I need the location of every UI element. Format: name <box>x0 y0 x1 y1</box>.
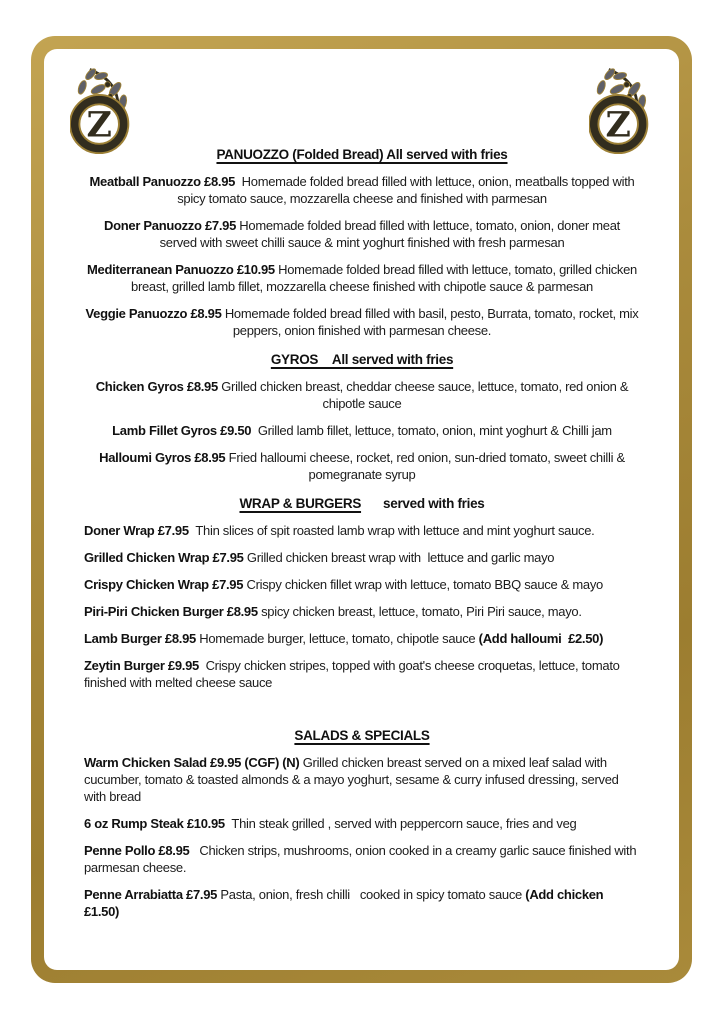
menu-item <box>84 217 640 251</box>
menu-item <box>84 305 640 339</box>
section-heading-underlined: PANUOZZO (Folded Bread) All served with fries <box>216 147 508 162</box>
logo-letter: Z <box>86 104 112 146</box>
menu-item <box>84 173 640 207</box>
menu-item-desc: Homemade folded bread filled with lettuce, tomato, grilled chicken breast, grilled lamb fillet, mozzarella cheese finished with chipotle sauce & parmesan <box>131 262 637 294</box>
section-heading-underlined: WRAP & BURGERS <box>239 496 362 511</box>
menu-item-desc: Crispy chicken stripes, topped with goat's cheese croquetas, lettuce, tomato finished with melted cheese sauce <box>84 658 620 690</box>
menu-item <box>84 815 640 832</box>
menu-item <box>84 422 640 439</box>
menu-item-desc: Grilled chicken breast wrap with lettuce and garlic mayo <box>243 550 555 565</box>
menu-item-desc: Homemade folded bread filled with lettuce, tomato, onion, doner meat served with sweet chilli sauce & mint yoghurt finished with fresh parmesan <box>159 218 620 250</box>
menu-section-salads-specials <box>84 727 640 920</box>
menu-section-panuozzo <box>84 146 640 339</box>
menu-item-desc: Homemade folded bread filled with lettuce, onion, meatballs topped with spicy tomato sauce, mozzarella cheese and finished with parmesan <box>177 174 635 206</box>
menu-sections <box>84 146 640 930</box>
menu-item-name: Lamb Fillet Gyros £9.50 <box>112 423 252 438</box>
menu-item-desc: Grilled lamb fillet, lettuce, tomato, onion, mint yoghurt & Chilli jam <box>251 423 612 438</box>
menu-item-desc: Grilled chicken breast served on a mixed leaf salad with cucumber, tomato & toasted almonds & a mayo yoghurt, sesame & curry infused dressing, served with bread <box>84 755 619 804</box>
menu-item-name: Veggie Panuozzo £8.95 <box>85 306 222 321</box>
menu-item-name: Lamb Burger £8.95 <box>84 631 196 646</box>
section-heading <box>84 727 640 744</box>
menu-item-desc: Fried halloumi cheese, rocket, red onion, sun-dried tomato, sweet chilli & pomegranate syrup <box>225 450 625 482</box>
menu-item-desc: Thin slices of spit roasted lamb wrap with lettuce and mint yoghurt sauce. <box>188 523 595 538</box>
menu-item <box>84 576 640 593</box>
menu-item-name: Doner Panuozzo £7.95 <box>104 218 236 233</box>
menu-item-name: Zeytin Burger £9.95 <box>84 658 199 673</box>
menu-item-name: Halloumi Gyros £8.95 <box>99 450 226 465</box>
menu-item-name: Crispy Chicken Wrap £7.95 <box>84 577 244 592</box>
section-heading-suffix: served with fries <box>383 496 485 511</box>
menu-item <box>84 549 640 566</box>
menu-item-desc: Thin steak grilled , served with peppercorn sauce, fries and veg <box>224 816 577 831</box>
menu-item-name: Penne Arrabiatta £7.95 <box>84 887 218 902</box>
menu-item-desc: spicy chicken breast, lettuce, tomato, Piri Piri sauce, mayo. <box>257 604 582 619</box>
menu-item <box>84 630 640 647</box>
menu-item-desc: Crispy chicken fillet wrap with lettuce, tomato BBQ sauce & mayo <box>243 577 603 592</box>
menu-item-name: Doner Wrap £7.95 <box>84 523 189 538</box>
menu-item <box>84 261 640 295</box>
section-heading-underlined: SALADS & SPECIALS <box>294 728 430 743</box>
menu-section-gyros <box>84 351 640 483</box>
menu-item-desc: Chicken strips, mushrooms, onion cooked in a creamy garlic sauce finished with parmesan cheese. <box>84 843 637 875</box>
menu-item <box>84 754 640 805</box>
menu-item <box>84 657 640 691</box>
menu-item-desc: Homemade folded bread filled with basil, pesto, Burrata, tomato, rocket, mix peppers, onion finished with parmesan cheese. <box>221 306 639 338</box>
menu-item-name: Chicken Gyros £8.95 <box>95 379 218 394</box>
menu-item <box>84 522 640 539</box>
menu-item-name: Meatball Panuozzo £8.95 <box>89 174 236 189</box>
menu-item-name: Piri-Piri Chicken Burger £8.95 <box>84 604 258 619</box>
brand-logo-left <box>70 64 134 154</box>
menu-item-name: 6 oz Rump Steak £10.95 <box>84 816 225 831</box>
menu-item-name: Penne Pollo £8.95 <box>84 843 190 858</box>
menu-item-desc: Grilled chicken breast, cheddar cheese sauce, lettuce, tomato, red onion & chipotle sauce <box>217 379 629 411</box>
menu-section-wraps-burgers <box>84 495 640 691</box>
menu-item <box>84 886 640 920</box>
menu-item-addon: (Add chicken £1.50) <box>84 887 604 919</box>
section-heading-underlined: GYROS All served with fries <box>270 352 454 367</box>
brand-logo-right <box>589 64 653 154</box>
menu-item-addon: (Add halloumi £2.50) <box>475 631 604 646</box>
section-heading <box>84 351 640 368</box>
menu-item <box>84 378 640 412</box>
menu-item-desc: Pasta, onion, fresh chilli cooked in spicy tomato sauce <box>217 887 522 902</box>
menu-item <box>84 603 640 620</box>
menu-item <box>84 842 640 876</box>
logo-letter: Z <box>605 104 631 146</box>
menu-item-name: Warm Chicken Salad £9.95 (CGF) (N) <box>84 755 300 770</box>
menu-item-name: Mediterranean Panuozzo £10.95 <box>87 262 275 277</box>
section-heading <box>84 495 640 512</box>
section-heading <box>84 146 640 163</box>
menu-item <box>84 449 640 483</box>
menu-item-desc: Homemade burger, lettuce, tomato, chipotle sauce <box>195 631 476 646</box>
menu-item-name: Grilled Chicken Wrap £7.95 <box>84 550 244 565</box>
